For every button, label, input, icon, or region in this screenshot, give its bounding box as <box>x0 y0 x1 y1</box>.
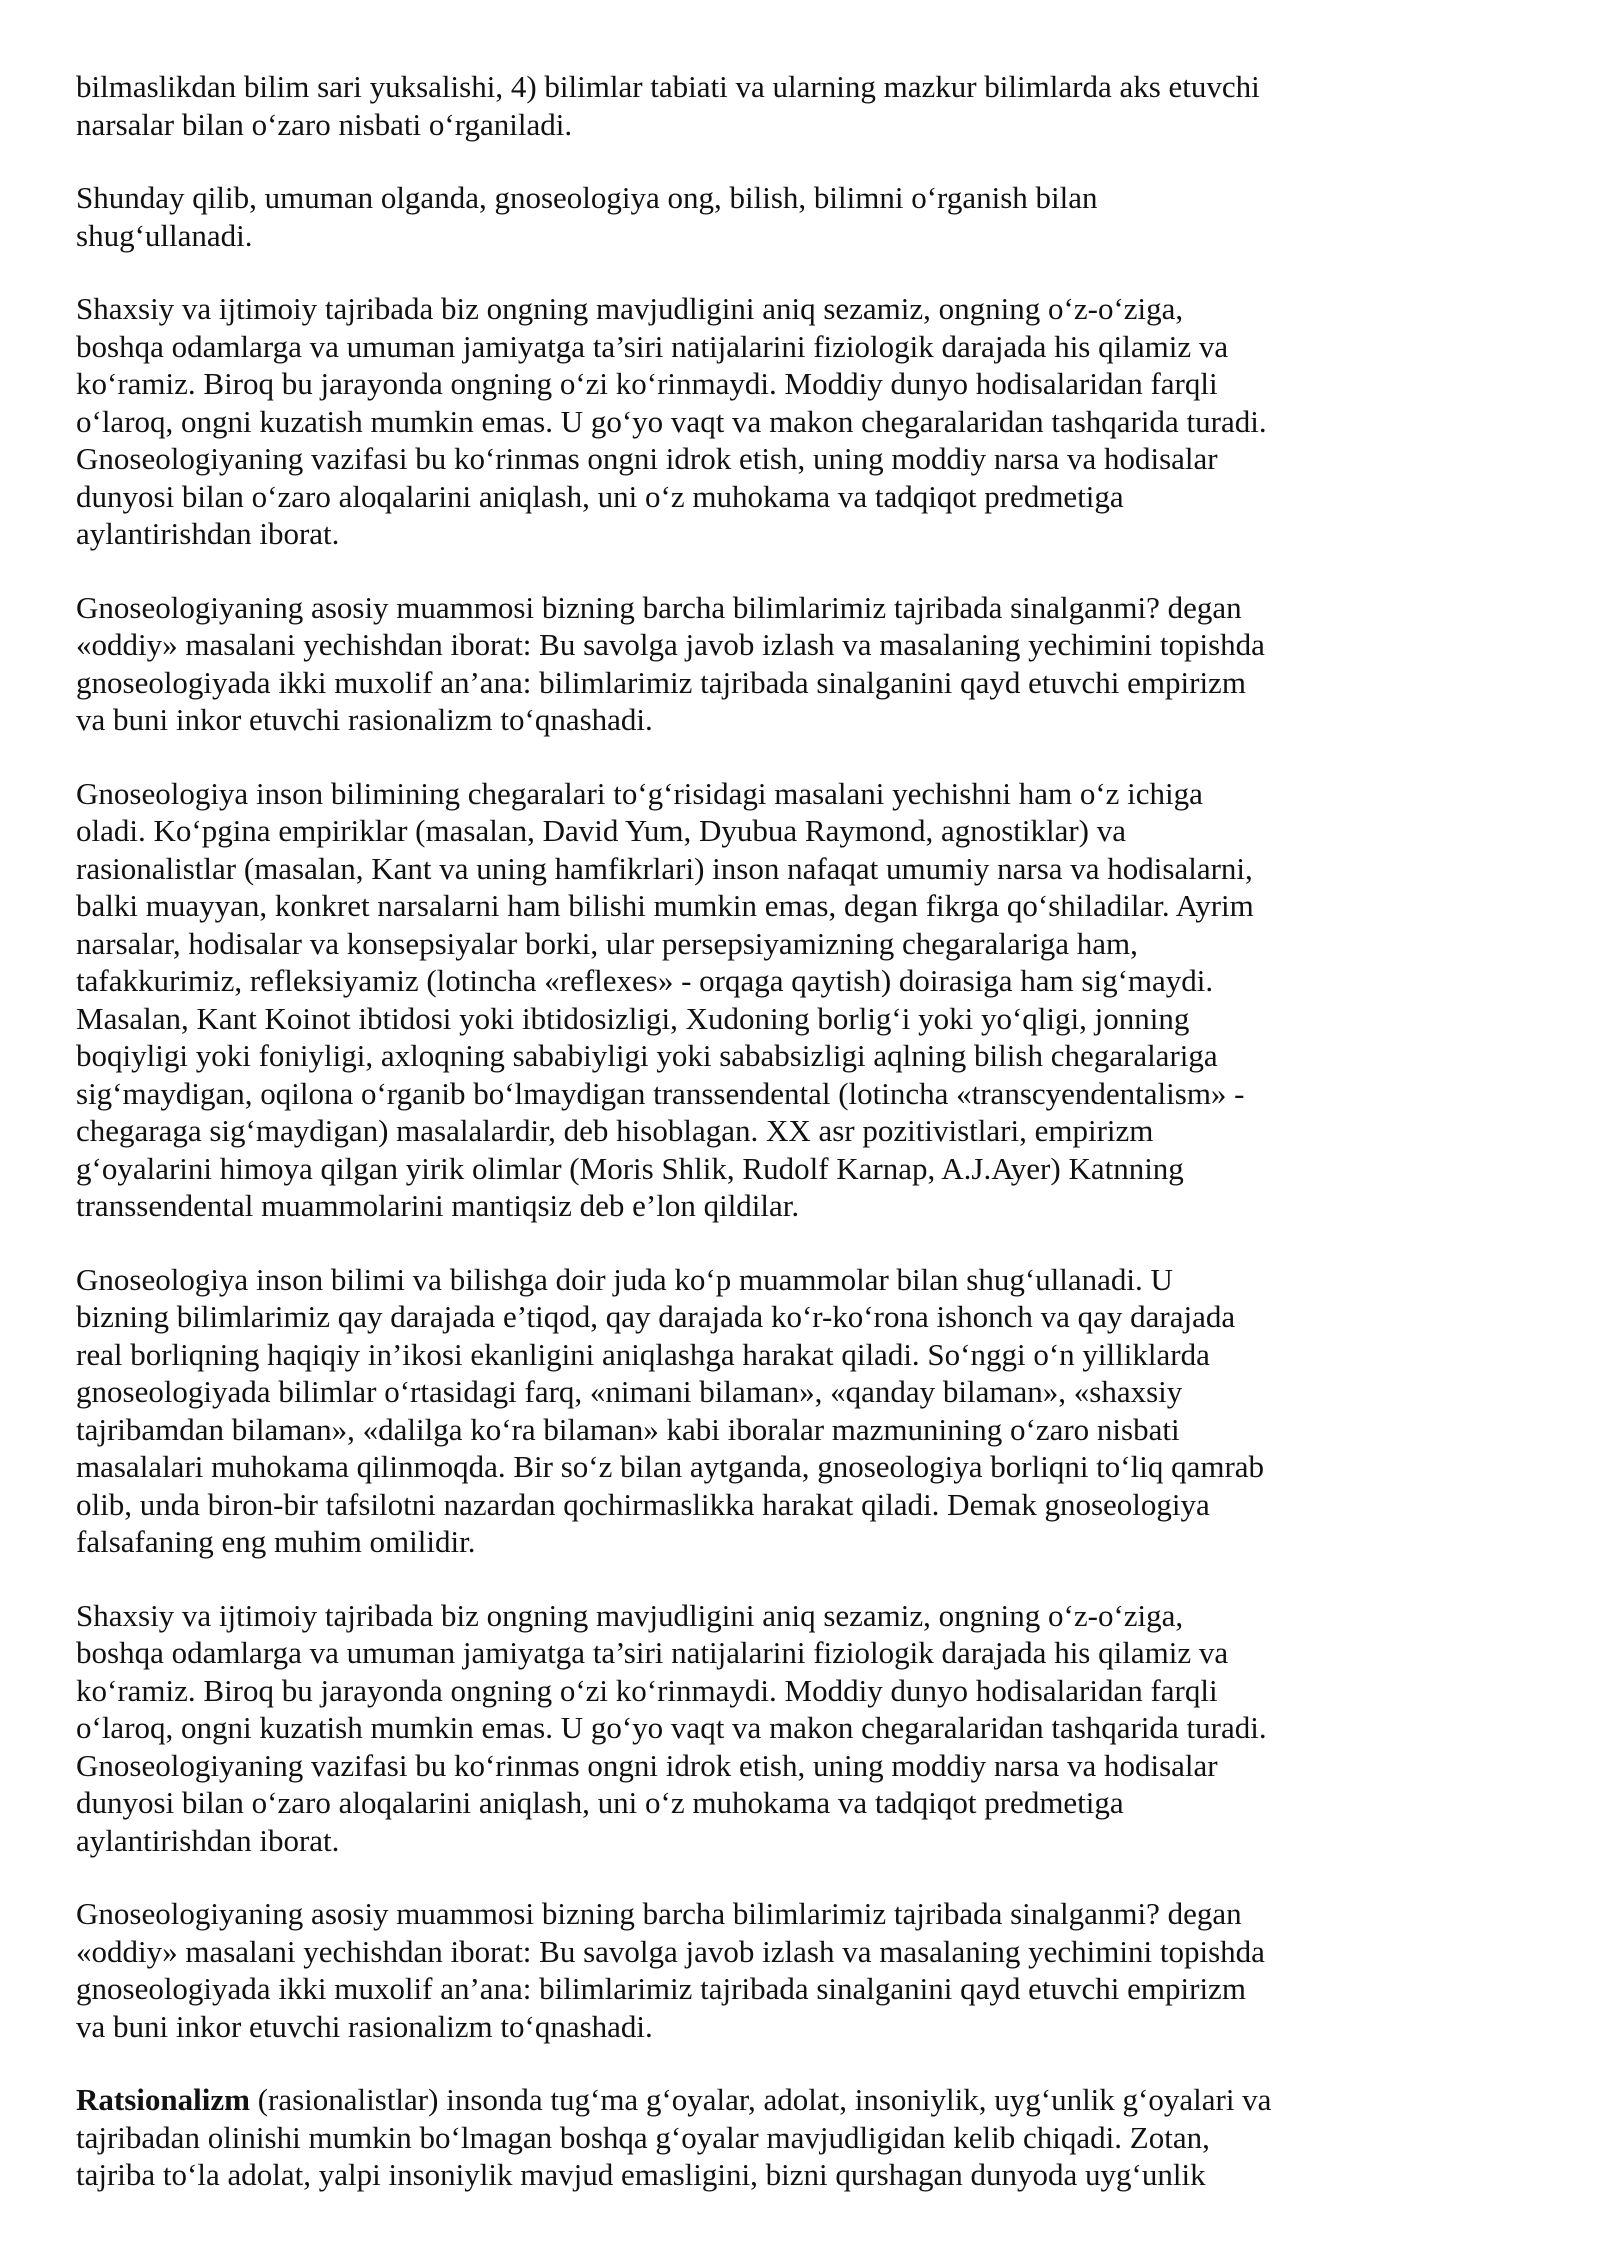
text-line: tajribadan olinishi mumkin bo‘lmagan boshqa g‘oyalar mavjudligidan kelib chiqadi. Zotan, <box>76 2119 1210 2155</box>
text-line: olib, unda biron-bir tafsilotni nazardan qochirmaslikka harakat qiladi. Demak gnoseologiya <box>76 1486 1210 1522</box>
text-line: va buni inkor etuvchi rasionalizm to‘qnashadi. <box>76 702 653 737</box>
text-line: «oddiy» masalani yechishdan iborat: Bu savolga javob izlash va masalaning yechimini topishda <box>76 627 1265 662</box>
text-line: ko‘ramiz. Biroq bu jarayonda ongning o‘zi ko‘rinmaydi. Moddiy dunyo hodisalaridan farqli <box>76 1672 1218 1708</box>
paragraph <box>76 1895 1536 2045</box>
text-line: Shaxsiy va ijtimoiy tajribada biz ongning mavjudligini aniq sezamiz, ongning o‘z-o‘ziga, <box>76 1597 1184 1633</box>
text-line: boshqa odamlarga va umuman jamiyatga ta’siri natijalarini fiziologik darajada his qilamiz va <box>76 328 1229 364</box>
text-line: tajriba to‘la adolat, yalpi insoniylik mavjud emasligini, bizni qurshagan dunyoda uyg‘unlik <box>76 2157 1206 2192</box>
paragraph <box>76 1261 1536 1561</box>
text-span: (rasionalistlar) insonda tug‘ma g‘oyalar, adolat, insoniylik, uyg‘unlik g‘oyalari va <box>249 2082 1272 2117</box>
text-line: dunyosi bilan o‘zaro aloqalarini aniqlash, uni o‘z muhokama va tadqiqot predmetiga <box>76 1785 1124 1820</box>
text-line: chegaraga sig‘maydigan) masalalardir, deb hisoblagan. XX asr pozitivistlari, empirizm <box>76 1113 1154 1148</box>
text-line: gnoseologiyada ikki muxolif an’ana: bilimlarimiz tajribada sinalganini qayd etuvchi empirizm <box>76 1971 1246 2006</box>
text-line: gnoseologiyada bilimlar o‘rtasidagi farq, «nimani bilaman», «qanday bilaman», «shaxsiy <box>76 1374 1183 1409</box>
text-line: aylantirishdan iborat. <box>76 1822 340 1858</box>
paragraph-ratsionalizm <box>76 2081 1536 2194</box>
paragraph <box>76 589 1536 739</box>
text-line <box>76 2081 1536 2119</box>
text-line: bilmaslikdan bilim sari yuksalishi, 4) bilimlar tabiati va ularning mazkur bilimlarda aks etuvchi <box>76 69 1260 104</box>
text-line: boshqa odamlarga va umuman jamiyatga ta’siri natijalarini fiziologik darajada his qilamiz va <box>76 1635 1229 1670</box>
text-line: va buni inkor etuvchi rasionalizm to‘qnashadi. <box>76 2008 653 2044</box>
text-line: rasionalistlar (masalan, Kant va uning hamfikrlari) inson nafaqat umumiy narsa va hodisalarni, <box>76 850 1253 886</box>
text-line: balki muayyan, konkret narsalarni ham bilishi mumkin emas, degan fikrga qo‘shiladilar. Ayrim <box>76 888 1254 923</box>
document-page <box>76 68 1536 2230</box>
text-line: «oddiy» masalani yechishdan iborat: Bu savolga javob izlash va masalaning yechimini topishda <box>76 1933 1265 1969</box>
text-line: tafakkurimiz, refleksiyamiz (lotincha «reflexes» - orqaga qaytish) doirasiga ham sig‘maydi. <box>76 963 1214 998</box>
text-line: real borliqning haqiqiy in’ikosi ekanligini aniqlashga harakat qiladi. So‘nggi o‘n yilliklarda <box>76 1336 1210 1372</box>
text-line: o‘laroq, ongni kuzatish mumkin emas. U go‘yo vaqt va makon chegaralaridan tashqarida turadi. <box>76 403 1267 439</box>
paragraph <box>76 68 1536 143</box>
text-line: oladi. Ko‘pgina empiriklar (masalan, David Yum, Dyubua Raymond, agnostiklar) va <box>76 813 1127 848</box>
text-line: ko‘ramiz. Biroq bu jarayonda ongning o‘zi ko‘rinmaydi. Moddiy dunyo hodisalaridan farqli <box>76 366 1218 401</box>
bold-term: Ratsionalizm <box>76 2082 250 2117</box>
text-line: aylantirishdan iborat. <box>76 516 340 551</box>
paragraph <box>76 179 1536 254</box>
text-line: Shaxsiy va ijtimoiy tajribada biz ongning mavjudligini aniq sezamiz, ongning o‘z-o‘ziga, <box>76 291 1184 326</box>
text-line: Masalan, Kant Koinot ibtidosi yoki ibtidosizligi, Xudoning borlig‘i yoki yo‘qligi, jonning <box>76 1000 1190 1036</box>
text-line: narsalar bilan o‘zaro nisbati o‘rganiladi. <box>76 106 573 142</box>
text-line: Shunday qilib, umuman olganda, gnoseologiya ong, bilish, bilimni o‘rganish bilan <box>76 180 1098 215</box>
text-line: g‘oyalarini himoya qilgan yirik olimlar (Moris Shlik, Rudolf Karnap, A.J.Ayer) Katnning <box>76 1150 1184 1186</box>
paragraph <box>76 1597 1536 1860</box>
text-line: Gnoseologiyaning asosiy muammosi bizning barcha bilimlarimiz tajribada sinalganmi? degan <box>76 1896 1242 1931</box>
text-line: sig‘maydigan, oqilona o‘rganib bo‘lmaydigan transsendental (lotincha «transcyendentalism» - <box>76 1075 1245 1111</box>
text-line: o‘laroq, ongni kuzatish mumkin emas. U go‘yo vaqt va makon chegaralaridan tashqarida turadi. <box>76 1710 1267 1745</box>
text-line: Gnoseologiyaning asosiy muammosi bizning barcha bilimlarimiz tajribada sinalganmi? degan <box>76 589 1242 625</box>
text-line: tajribamdan bilaman», «dalilga ko‘ra bilaman» kabi iboralar mazmunining o‘zaro nisbati <box>76 1411 1180 1447</box>
text-line: Gnoseologiya inson bilimining chegaralari to‘g‘risidagi masalani yechishni ham o‘z ichiga <box>76 775 1203 811</box>
text-line: dunyosi bilan o‘zaro aloqalarini aniqlash, uni o‘z muhokama va tadqiqot predmetiga <box>76 478 1124 514</box>
text-line: Gnoseologiyaning vazifasi bu ko‘rinmas ongni idrok etish, uning moddiy narsa va hodisalar <box>76 1747 1218 1783</box>
paragraph <box>76 290 1536 553</box>
text-line: boqiyligi yoki foniyligi, axloqning sababiyligi yoki sababsizligi aqlning bilish chegaralariga <box>76 1038 1218 1073</box>
text-line: masalalari muhokama qilinmoqda. Bir so‘z bilan aytganda, gnoseologiya borliqni to‘liq qamrab <box>76 1449 1265 1484</box>
paragraph <box>76 775 1536 1225</box>
text-line: shug‘ullanadi. <box>76 217 253 253</box>
text-line: falsafaning eng muhim omilidir. <box>76 1524 476 1559</box>
text-line: bizning bilimlarimiz qay darajada e’tiqod, qay darajada ko‘r-ko‘rona ishonch va qay darajada <box>76 1299 1236 1334</box>
text-line: Gnoseologiyaning vazifasi bu ko‘rinmas ongni idrok etish, uning moddiy narsa va hodisalar <box>76 441 1218 476</box>
text-line: transsendental muammolarini mantiqsiz deb e’lon qildilar. <box>76 1188 800 1223</box>
text-line: gnoseologiyada ikki muxolif an’ana: bilimlarimiz tajribada sinalganini qayd etuvchi empirizm <box>76 664 1246 700</box>
text-line: narsalar, hodisalar va konsepsiyalar borki, ular persepsiyamizning chegaralariga ham, <box>76 925 1138 961</box>
text-line: Gnoseologiya inson bilimi va bilishga doir juda ko‘p muammolar bilan shug‘ullanadi. U <box>76 1261 1173 1297</box>
